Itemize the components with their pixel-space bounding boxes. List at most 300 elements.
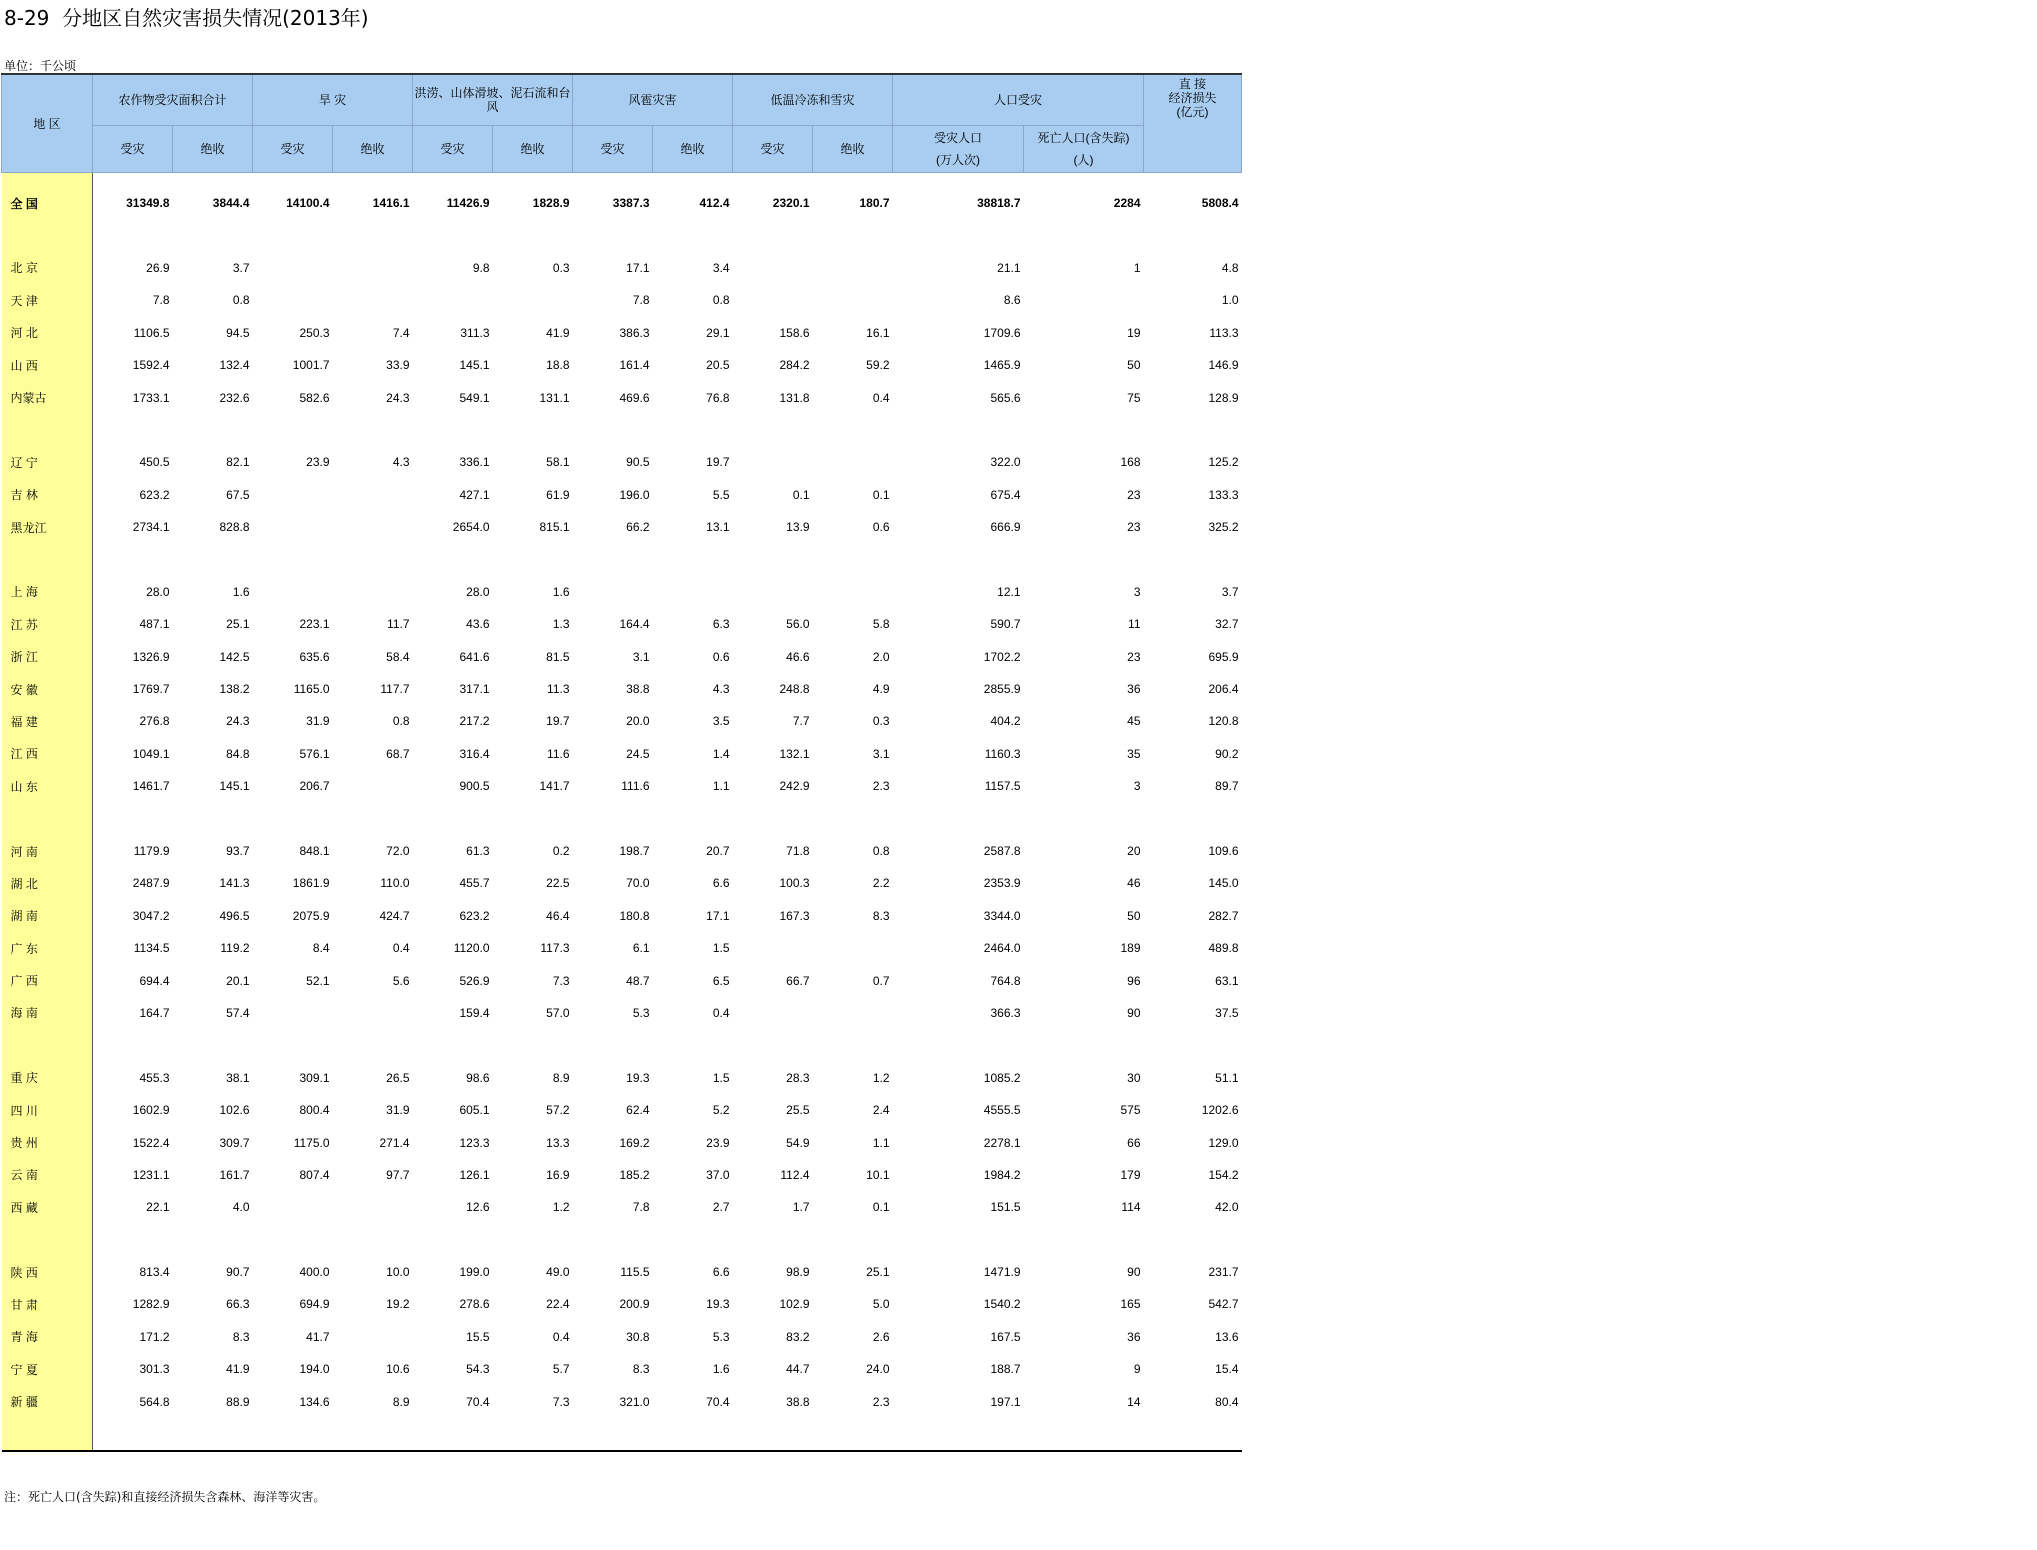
- value-cell: 138.2: [219, 682, 250, 697]
- value-cell: 90: [1127, 1005, 1141, 1020]
- value-cell: 70.0: [626, 876, 650, 891]
- total-row: [2, 187, 1242, 219]
- value-cell: 94.5: [226, 325, 250, 340]
- region-cell: 吉 林: [2, 479, 93, 511]
- value-cell: 31.9: [306, 714, 330, 729]
- table-row: [2, 932, 1242, 964]
- value-cell: 575: [1120, 1103, 1141, 1118]
- value-cell: 1461.7: [132, 779, 170, 794]
- value-cell: 5.2: [712, 1103, 730, 1118]
- value-cell: 19.3: [626, 1070, 650, 1085]
- sub-header: 受灾: [573, 126, 653, 173]
- value-cell: 1769.7: [132, 682, 170, 697]
- group-header-economic-loss: 直 接 经济损失 (亿元): [1144, 74, 1242, 173]
- region-cell: 河 南: [2, 835, 93, 867]
- value-cell: 7.3: [552, 1394, 570, 1409]
- value-cell: 196.0: [619, 487, 650, 502]
- value-cell: 28.0: [146, 584, 170, 599]
- value-cell: 666.9: [990, 520, 1021, 535]
- value-cell: [813, 252, 893, 284]
- value-cell: 19.7: [706, 455, 730, 470]
- value-cell: 309.7: [219, 1135, 250, 1150]
- unit-label: 单位：千公顷: [4, 59, 77, 73]
- value-cell: 276.8: [139, 714, 170, 729]
- value-cell: 206.7: [299, 779, 330, 794]
- value-cell: 1: [1133, 260, 1141, 275]
- value-cell: 115.5: [620, 1265, 650, 1280]
- value-cell: 109.6: [1208, 844, 1239, 858]
- value-cell: 14: [1127, 1394, 1141, 1409]
- value-cell: 89.7: [1215, 779, 1239, 794]
- value-cell: 336.1: [459, 455, 490, 470]
- value-cell: 5.3: [712, 1329, 730, 1344]
- value-cell: 1592.4: [132, 358, 170, 373]
- value-cell: 2320.1: [772, 196, 810, 211]
- value-cell: 8.9: [392, 1394, 410, 1409]
- value-cell: 46: [1127, 876, 1141, 891]
- sub-header: 死亡人口(含失踪) (人): [1024, 126, 1144, 173]
- value-cell: 232.6: [219, 390, 250, 405]
- value-cell: 46.4: [546, 908, 570, 923]
- value-cell: 7.4: [392, 325, 410, 340]
- value-cell: 66.3: [226, 1297, 250, 1312]
- value-cell: 169.2: [619, 1135, 650, 1150]
- value-cell: 41.7: [306, 1329, 330, 1344]
- table-row: [2, 835, 1242, 867]
- region-cell: 内蒙古: [2, 381, 93, 413]
- value-cell: 605.1: [459, 1103, 490, 1118]
- value-cell: 695.9: [1208, 649, 1239, 664]
- value-cell: 3: [1133, 779, 1141, 794]
- value-cell: 564.8: [139, 1394, 170, 1409]
- value-cell: 15.5: [466, 1329, 490, 1344]
- value-cell: 167.5: [990, 1329, 1021, 1344]
- value-cell: 125.2: [1208, 455, 1239, 470]
- value-cell: 807.4: [299, 1167, 330, 1182]
- value-cell: 98.6: [466, 1070, 490, 1085]
- value-cell: 88.9: [226, 1394, 250, 1409]
- value-cell: 117.7: [380, 682, 410, 697]
- value-cell: 321.0: [619, 1394, 650, 1409]
- value-cell: 167.3: [779, 908, 810, 923]
- value-cell: [253, 1191, 333, 1223]
- table-row: [2, 964, 1242, 996]
- value-cell: 171.2: [139, 1329, 170, 1344]
- value-cell: 1984.2: [983, 1167, 1021, 1182]
- value-cell: 110.0: [380, 876, 410, 891]
- value-cell: 2.4: [872, 1103, 890, 1118]
- value-cell: 22.4: [546, 1297, 570, 1312]
- spacer-row: [2, 1029, 1242, 1061]
- group-header-drought: 旱 灾: [253, 74, 413, 126]
- value-cell: 90.2: [1215, 746, 1239, 761]
- value-cell: 56.0: [786, 617, 810, 632]
- value-cell: 231.7: [1208, 1265, 1239, 1280]
- value-cell: 151.5: [990, 1200, 1021, 1215]
- value-cell: 93.7: [226, 844, 250, 858]
- value-cell: 1049.1: [132, 746, 170, 761]
- value-cell: 542.7: [1208, 1297, 1239, 1312]
- value-cell: 635.6: [299, 649, 330, 664]
- value-cell: 1165.0: [293, 682, 330, 697]
- value-cell: 223.1: [299, 617, 330, 632]
- value-cell: 197.1: [990, 1394, 1021, 1409]
- value-cell: 1.0: [1221, 293, 1239, 308]
- value-cell: 158.6: [779, 325, 810, 340]
- value-cell: 3047.2: [132, 908, 170, 923]
- table-row: [2, 349, 1242, 381]
- value-cell: 1.6: [232, 584, 250, 599]
- value-cell: 2855.9: [983, 682, 1021, 697]
- value-cell: 623.2: [139, 487, 170, 502]
- value-cell: 217.2: [459, 714, 490, 729]
- value-cell: 23: [1127, 520, 1141, 535]
- value-cell: [813, 446, 893, 478]
- region-cell: 天 津: [2, 284, 93, 316]
- value-cell: 526.9: [459, 973, 490, 988]
- value-cell: 0.2: [552, 844, 570, 858]
- value-cell: 36: [1127, 682, 1141, 697]
- value-cell: 6.1: [632, 941, 650, 956]
- value-cell: 694.4: [139, 973, 170, 988]
- value-cell: 278.6: [459, 1297, 490, 1312]
- value-cell: 1.1: [712, 779, 730, 794]
- region-cell: 甘 肃: [2, 1288, 93, 1320]
- table-row: [2, 997, 1242, 1029]
- value-cell: 38818.7: [977, 196, 1021, 211]
- value-cell: 25.1: [866, 1265, 890, 1280]
- value-cell: 623.2: [459, 908, 490, 923]
- value-cell: 3344.0: [983, 908, 1021, 923]
- value-cell: 1175.0: [293, 1135, 330, 1150]
- value-cell: 1465.9: [983, 358, 1021, 373]
- value-cell: 102.9: [779, 1297, 810, 1312]
- value-cell: 20: [1127, 844, 1141, 858]
- value-cell: 132.4: [219, 358, 250, 373]
- value-cell: 189: [1120, 941, 1141, 956]
- value-cell: 37.5: [1215, 1005, 1239, 1020]
- value-cell: 4.3: [392, 455, 410, 470]
- value-cell: 487.1: [139, 617, 170, 632]
- value-cell: 2.2: [872, 876, 890, 891]
- table-row: [2, 1062, 1242, 1094]
- value-cell: 28.0: [466, 584, 490, 599]
- value-cell: 1.5: [712, 941, 730, 956]
- value-cell: 322.0: [990, 455, 1021, 470]
- value-cell: 36: [1127, 1329, 1141, 1344]
- value-cell: [333, 997, 413, 1029]
- value-cell: 1.6: [712, 1362, 730, 1377]
- value-cell: 0.8: [392, 714, 410, 729]
- value-cell: 11.7: [387, 617, 410, 632]
- value-cell: 100.3: [779, 876, 810, 891]
- sub-header: 绝收: [653, 126, 733, 173]
- value-cell: 1416.1: [372, 196, 410, 211]
- value-cell: 764.8: [990, 973, 1021, 988]
- table-row: [2, 479, 1242, 511]
- value-cell: 133.3: [1208, 487, 1239, 502]
- region-cell: 广 西: [2, 964, 93, 996]
- value-cell: [253, 511, 333, 543]
- region-cell: 四 川: [2, 1094, 93, 1126]
- value-cell: 1106.5: [133, 325, 170, 340]
- value-cell: 145.1: [459, 358, 490, 373]
- value-cell: 7.3: [552, 973, 570, 988]
- value-cell: 90: [1127, 1265, 1141, 1280]
- value-cell: 62.4: [626, 1103, 650, 1118]
- value-cell: 828.8: [219, 520, 250, 535]
- value-cell: 590.7: [990, 617, 1021, 632]
- value-cell: 565.6: [990, 390, 1021, 405]
- value-cell: 582.6: [299, 390, 330, 405]
- value-cell: 641.6: [459, 649, 490, 664]
- value-cell: 325.2: [1208, 520, 1239, 535]
- value-cell: 16.9: [546, 1167, 570, 1182]
- spacer-row: [2, 414, 1242, 446]
- value-cell: [333, 252, 413, 284]
- value-cell: 2278.1: [983, 1135, 1021, 1150]
- value-cell: 26.9: [146, 260, 170, 275]
- region-cell: 福 建: [2, 705, 93, 737]
- value-cell: 161.7: [219, 1167, 250, 1182]
- table-row: [2, 1126, 1242, 1158]
- value-cell: 5808.4: [1201, 196, 1239, 211]
- value-cell: 1471.9: [983, 1265, 1021, 1280]
- region-cell: 宁 夏: [2, 1353, 93, 1385]
- value-cell: 412.4: [699, 196, 730, 211]
- region-cell: 重 庆: [2, 1062, 93, 1094]
- value-cell: 5.5: [712, 487, 730, 502]
- value-cell: 54.9: [786, 1135, 810, 1150]
- value-cell: 0.8: [712, 293, 730, 308]
- value-cell: 5.6: [392, 973, 410, 988]
- table-row: [2, 640, 1242, 672]
- value-cell: 0.7: [872, 973, 890, 988]
- value-cell: 22.1: [146, 1200, 170, 1215]
- value-cell: 97.7: [386, 1167, 410, 1182]
- value-cell: 83.2: [786, 1329, 810, 1344]
- value-cell: 496.5: [219, 908, 250, 923]
- spacer-row: [2, 219, 1242, 251]
- value-cell: 185.2: [619, 1167, 650, 1182]
- region-cell: 湖 北: [2, 867, 93, 899]
- value-cell: 54.3: [466, 1362, 490, 1377]
- value-cell: 48.7: [626, 973, 650, 988]
- value-cell: 9.8: [472, 260, 490, 275]
- value-cell: 549.1: [459, 390, 490, 405]
- value-cell: 12.6: [466, 1200, 490, 1215]
- value-cell: 114: [1121, 1200, 1141, 1215]
- value-cell: [333, 1191, 413, 1223]
- value-cell: 0.6: [712, 649, 730, 664]
- value-cell: 0.4: [712, 1005, 730, 1020]
- value-cell: 800.4: [299, 1103, 330, 1118]
- value-cell: 102.6: [219, 1103, 250, 1118]
- table-row: [2, 673, 1242, 705]
- region-cell: 新 疆: [2, 1385, 93, 1417]
- value-cell: 66.7: [786, 973, 810, 988]
- value-cell: 9: [1133, 1362, 1141, 1377]
- value-cell: 51.1: [1215, 1070, 1239, 1085]
- value-cell: 164.7: [139, 1005, 170, 1020]
- value-cell: 129.0: [1208, 1135, 1239, 1150]
- value-cell: 10.1: [866, 1167, 890, 1182]
- spacer-row: [2, 802, 1242, 834]
- value-cell: 7.8: [632, 293, 650, 308]
- table-row: [2, 1353, 1242, 1385]
- value-cell: 1.5: [712, 1070, 730, 1085]
- value-cell: 3.7: [1221, 584, 1239, 599]
- value-cell: 1828.9: [532, 196, 570, 211]
- value-cell: 8.3: [872, 908, 890, 923]
- value-cell: 24.0: [866, 1362, 890, 1377]
- region-cell: 全 国: [2, 187, 93, 219]
- value-cell: 1157.5: [984, 779, 1021, 794]
- value-cell: 41.9: [546, 325, 570, 340]
- value-cell: 38.8: [626, 682, 650, 697]
- value-cell: 76.8: [706, 390, 730, 405]
- value-cell: 2587.8: [983, 844, 1021, 858]
- value-cell: 455.3: [139, 1070, 170, 1085]
- value-cell: 14100.4: [286, 196, 330, 211]
- value-cell: [333, 284, 413, 316]
- value-cell: 2.3: [872, 1394, 890, 1409]
- value-cell: 84.8: [226, 746, 250, 761]
- value-cell: 1.1: [872, 1135, 890, 1150]
- value-cell: 2.0: [872, 649, 890, 664]
- value-cell: [333, 1321, 413, 1353]
- value-cell: 43.6: [466, 617, 490, 632]
- value-cell: 198.7: [619, 844, 650, 858]
- value-cell: [1024, 284, 1144, 316]
- value-cell: 2464.0: [983, 941, 1021, 956]
- value-cell: 10.6: [386, 1362, 410, 1377]
- value-cell: 59.2: [866, 358, 890, 373]
- value-cell: 3.1: [872, 746, 890, 761]
- value-cell: 1861.9: [292, 876, 330, 891]
- value-cell: 179: [1120, 1167, 1141, 1182]
- value-cell: 70.4: [706, 1394, 730, 1409]
- spacer-row: [2, 173, 1242, 188]
- value-cell: 68.7: [386, 746, 410, 761]
- value-cell: 32.7: [1215, 617, 1239, 632]
- value-cell: 119.2: [220, 941, 250, 956]
- value-cell: 206.4: [1208, 682, 1239, 697]
- value-cell: 38.1: [226, 1070, 250, 1085]
- value-cell: 455.7: [459, 876, 490, 891]
- value-cell: 194.0: [299, 1362, 330, 1377]
- value-cell: 1120.0: [453, 941, 490, 956]
- value-cell: 2734.1: [132, 520, 170, 535]
- value-cell: 8.6: [1003, 293, 1021, 308]
- value-cell: 21.1: [997, 260, 1021, 275]
- value-cell: 168: [1120, 455, 1141, 470]
- value-cell: 0.3: [552, 260, 570, 275]
- value-cell: 23: [1127, 649, 1141, 664]
- value-cell: 309.1: [299, 1070, 330, 1085]
- value-cell: 80.4: [1215, 1394, 1239, 1409]
- region-cell: 云 南: [2, 1159, 93, 1191]
- group-header-frost: 低温冷冻和雪灾: [733, 74, 893, 126]
- spacer-row: [2, 1418, 1242, 1451]
- value-cell: [733, 932, 813, 964]
- table-row: [2, 511, 1242, 543]
- value-cell: 19.2: [386, 1297, 410, 1312]
- table-row: [2, 705, 1242, 737]
- value-cell: 1202.6: [1201, 1103, 1239, 1118]
- value-cell: 8.9: [552, 1070, 570, 1085]
- value-cell: 1540.2: [983, 1297, 1021, 1312]
- value-cell: 38.8: [786, 1394, 810, 1409]
- value-cell: 17.1: [706, 908, 730, 923]
- value-cell: [333, 479, 413, 511]
- value-cell: [653, 576, 733, 608]
- value-cell: 33.9: [386, 358, 410, 373]
- value-cell: 18.8: [546, 358, 570, 373]
- value-cell: 117.3: [540, 941, 570, 956]
- table-row: [2, 381, 1242, 413]
- value-cell: 24.5: [626, 746, 650, 761]
- value-cell: 57.4: [226, 1005, 250, 1020]
- value-cell: 63.1: [1215, 973, 1239, 988]
- table-row: [2, 1191, 1242, 1223]
- value-cell: 57.2: [546, 1103, 570, 1118]
- value-cell: 17.1: [626, 260, 650, 275]
- value-cell: 0.6: [872, 520, 890, 535]
- value-cell: 5.3: [632, 1005, 650, 1020]
- value-cell: 4555.5: [983, 1103, 1021, 1118]
- value-cell: 31.9: [386, 1103, 410, 1118]
- value-cell: 2284: [1113, 196, 1141, 211]
- value-cell: 120.8: [1208, 714, 1239, 729]
- table-row: [2, 867, 1242, 899]
- value-cell: 4.9: [872, 682, 890, 697]
- value-cell: 8.3: [632, 1362, 650, 1377]
- value-cell: 1282.9: [132, 1297, 170, 1312]
- value-cell: 24.3: [226, 714, 250, 729]
- value-cell: 20.0: [626, 714, 650, 729]
- value-cell: 165: [1120, 1297, 1141, 1312]
- value-cell: 284.2: [779, 358, 810, 373]
- region-cell: 西 藏: [2, 1191, 93, 1223]
- value-cell: 1085.2: [983, 1070, 1021, 1085]
- value-cell: 3.4: [712, 260, 730, 275]
- value-cell: 1231.1: [132, 1167, 170, 1182]
- value-cell: [333, 770, 413, 802]
- value-cell: [493, 284, 573, 316]
- value-cell: 81.5: [546, 649, 570, 664]
- value-cell: 20.5: [706, 358, 730, 373]
- value-cell: 23: [1127, 487, 1141, 502]
- value-cell: 50: [1127, 908, 1141, 923]
- value-cell: 6.3: [712, 617, 730, 632]
- value-cell: 813.4: [139, 1265, 170, 1280]
- value-cell: 23.9: [706, 1135, 730, 1150]
- value-cell: 131.1: [539, 390, 570, 405]
- value-cell: 2.6: [872, 1329, 890, 1344]
- region-cell: 河 北: [2, 317, 93, 349]
- value-cell: 13.3: [546, 1135, 570, 1150]
- value-cell: 19.3: [706, 1297, 730, 1312]
- value-cell: 0.1: [872, 1200, 890, 1215]
- region-cell: 辽 宁: [2, 446, 93, 478]
- value-cell: 0.4: [392, 941, 410, 956]
- value-cell: 2.3: [872, 779, 890, 794]
- value-cell: [813, 576, 893, 608]
- sub-header: 受灾: [733, 126, 813, 173]
- value-cell: 41.9: [226, 1362, 250, 1377]
- value-cell: 3.1: [632, 649, 650, 664]
